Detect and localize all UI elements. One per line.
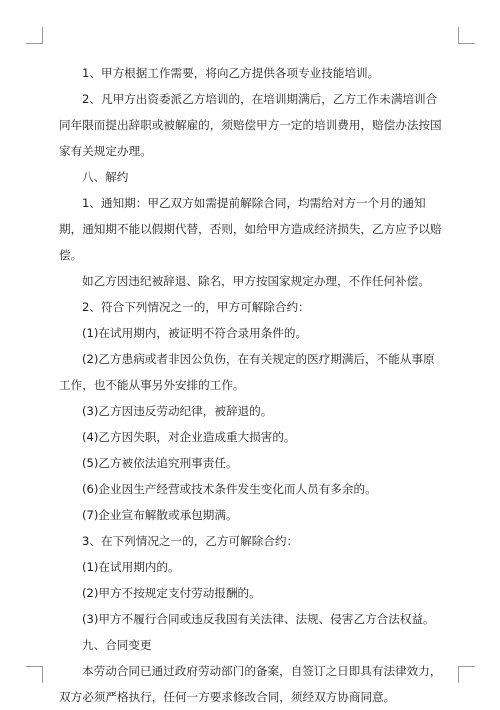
paragraph-employee-termination: 3、在下列情况之一的，乙方可解除合约： xyxy=(82,534,299,548)
paragraph-notice-period: 1、通知期：甲乙双方如需提前解除合同，均需给对方一个月的通知期，通知期不能以假期代替，否则，如给甲方造成经济损失，乙方应予以赔偿。 xyxy=(59,196,442,262)
paragraph-contract-change: 本劳动合同已通过政府劳动部门的备案，自签订之日即具有法律效力，双方必须严格执行，任何一方要求修改合同，须经双方协商同意。 xyxy=(59,664,442,704)
list-item-employer-7: (7)企业宣布解散或承包期满。 xyxy=(82,508,238,522)
crop-mark-top-right xyxy=(458,27,475,44)
paragraph-dismissal: 如乙方因违纪被辞退、除名，甲方按国家规定办理，不作任何补偿。 xyxy=(82,274,430,288)
crop-mark-top-left xyxy=(26,27,43,44)
paragraph-employer-termination: 2、符合下列情况之一的，甲方可解除合约： xyxy=(82,300,310,314)
crop-mark-bottom-left xyxy=(26,666,43,683)
section-heading-contract-change: 九、合同变更 xyxy=(82,638,152,652)
paragraph-training-provision: 1、甲方根据工作需要，将向乙方提供各项专业技能培训。 xyxy=(82,66,380,80)
list-item-employer-4: (4)乙方因失职，对企业造成重大损害的。 xyxy=(82,430,296,444)
list-item-employer-2: (2)乙方患病或者非因公负伤，在有关规定的医疗期满后，不能从事原工作，也不能从事另外安排的工作。 xyxy=(59,352,435,392)
crop-mark-bottom-right xyxy=(458,666,475,683)
list-item-employee-2: (2)甲方不按规定支付劳动报酬的。 xyxy=(82,586,261,600)
list-item-employer-5: (5)乙方被依法追究刑事责任。 xyxy=(82,456,238,470)
paragraph-training-compensation: 2、凡甲方出资委派乙方培训的，在培训期满后，乙方工作未满培训合同年限而提出辞职或被解雇的，须赔偿甲方一定的培训费用，赔偿办法按国家有关规定办理。 xyxy=(59,92,442,158)
section-heading-termination: 八、解约 xyxy=(82,170,129,184)
list-item-employer-6: (6)企业因生产经营或技术条件发生变化而人员有多余的。 xyxy=(82,482,377,496)
list-item-employer-1: (1)在试用期内，被证明不符合录用条件的。 xyxy=(82,326,308,340)
list-item-employer-3: (3)乙方因违反劳动纪律，被辞退的。 xyxy=(82,404,273,418)
list-item-employee-3: (3)甲方不履行合同或违反我国有关法律、法规、侵害乙方合法权益。 xyxy=(82,612,435,626)
document-body xyxy=(59,60,443,710)
list-item-employee-1: (1)在试用期内的。 xyxy=(82,560,180,574)
